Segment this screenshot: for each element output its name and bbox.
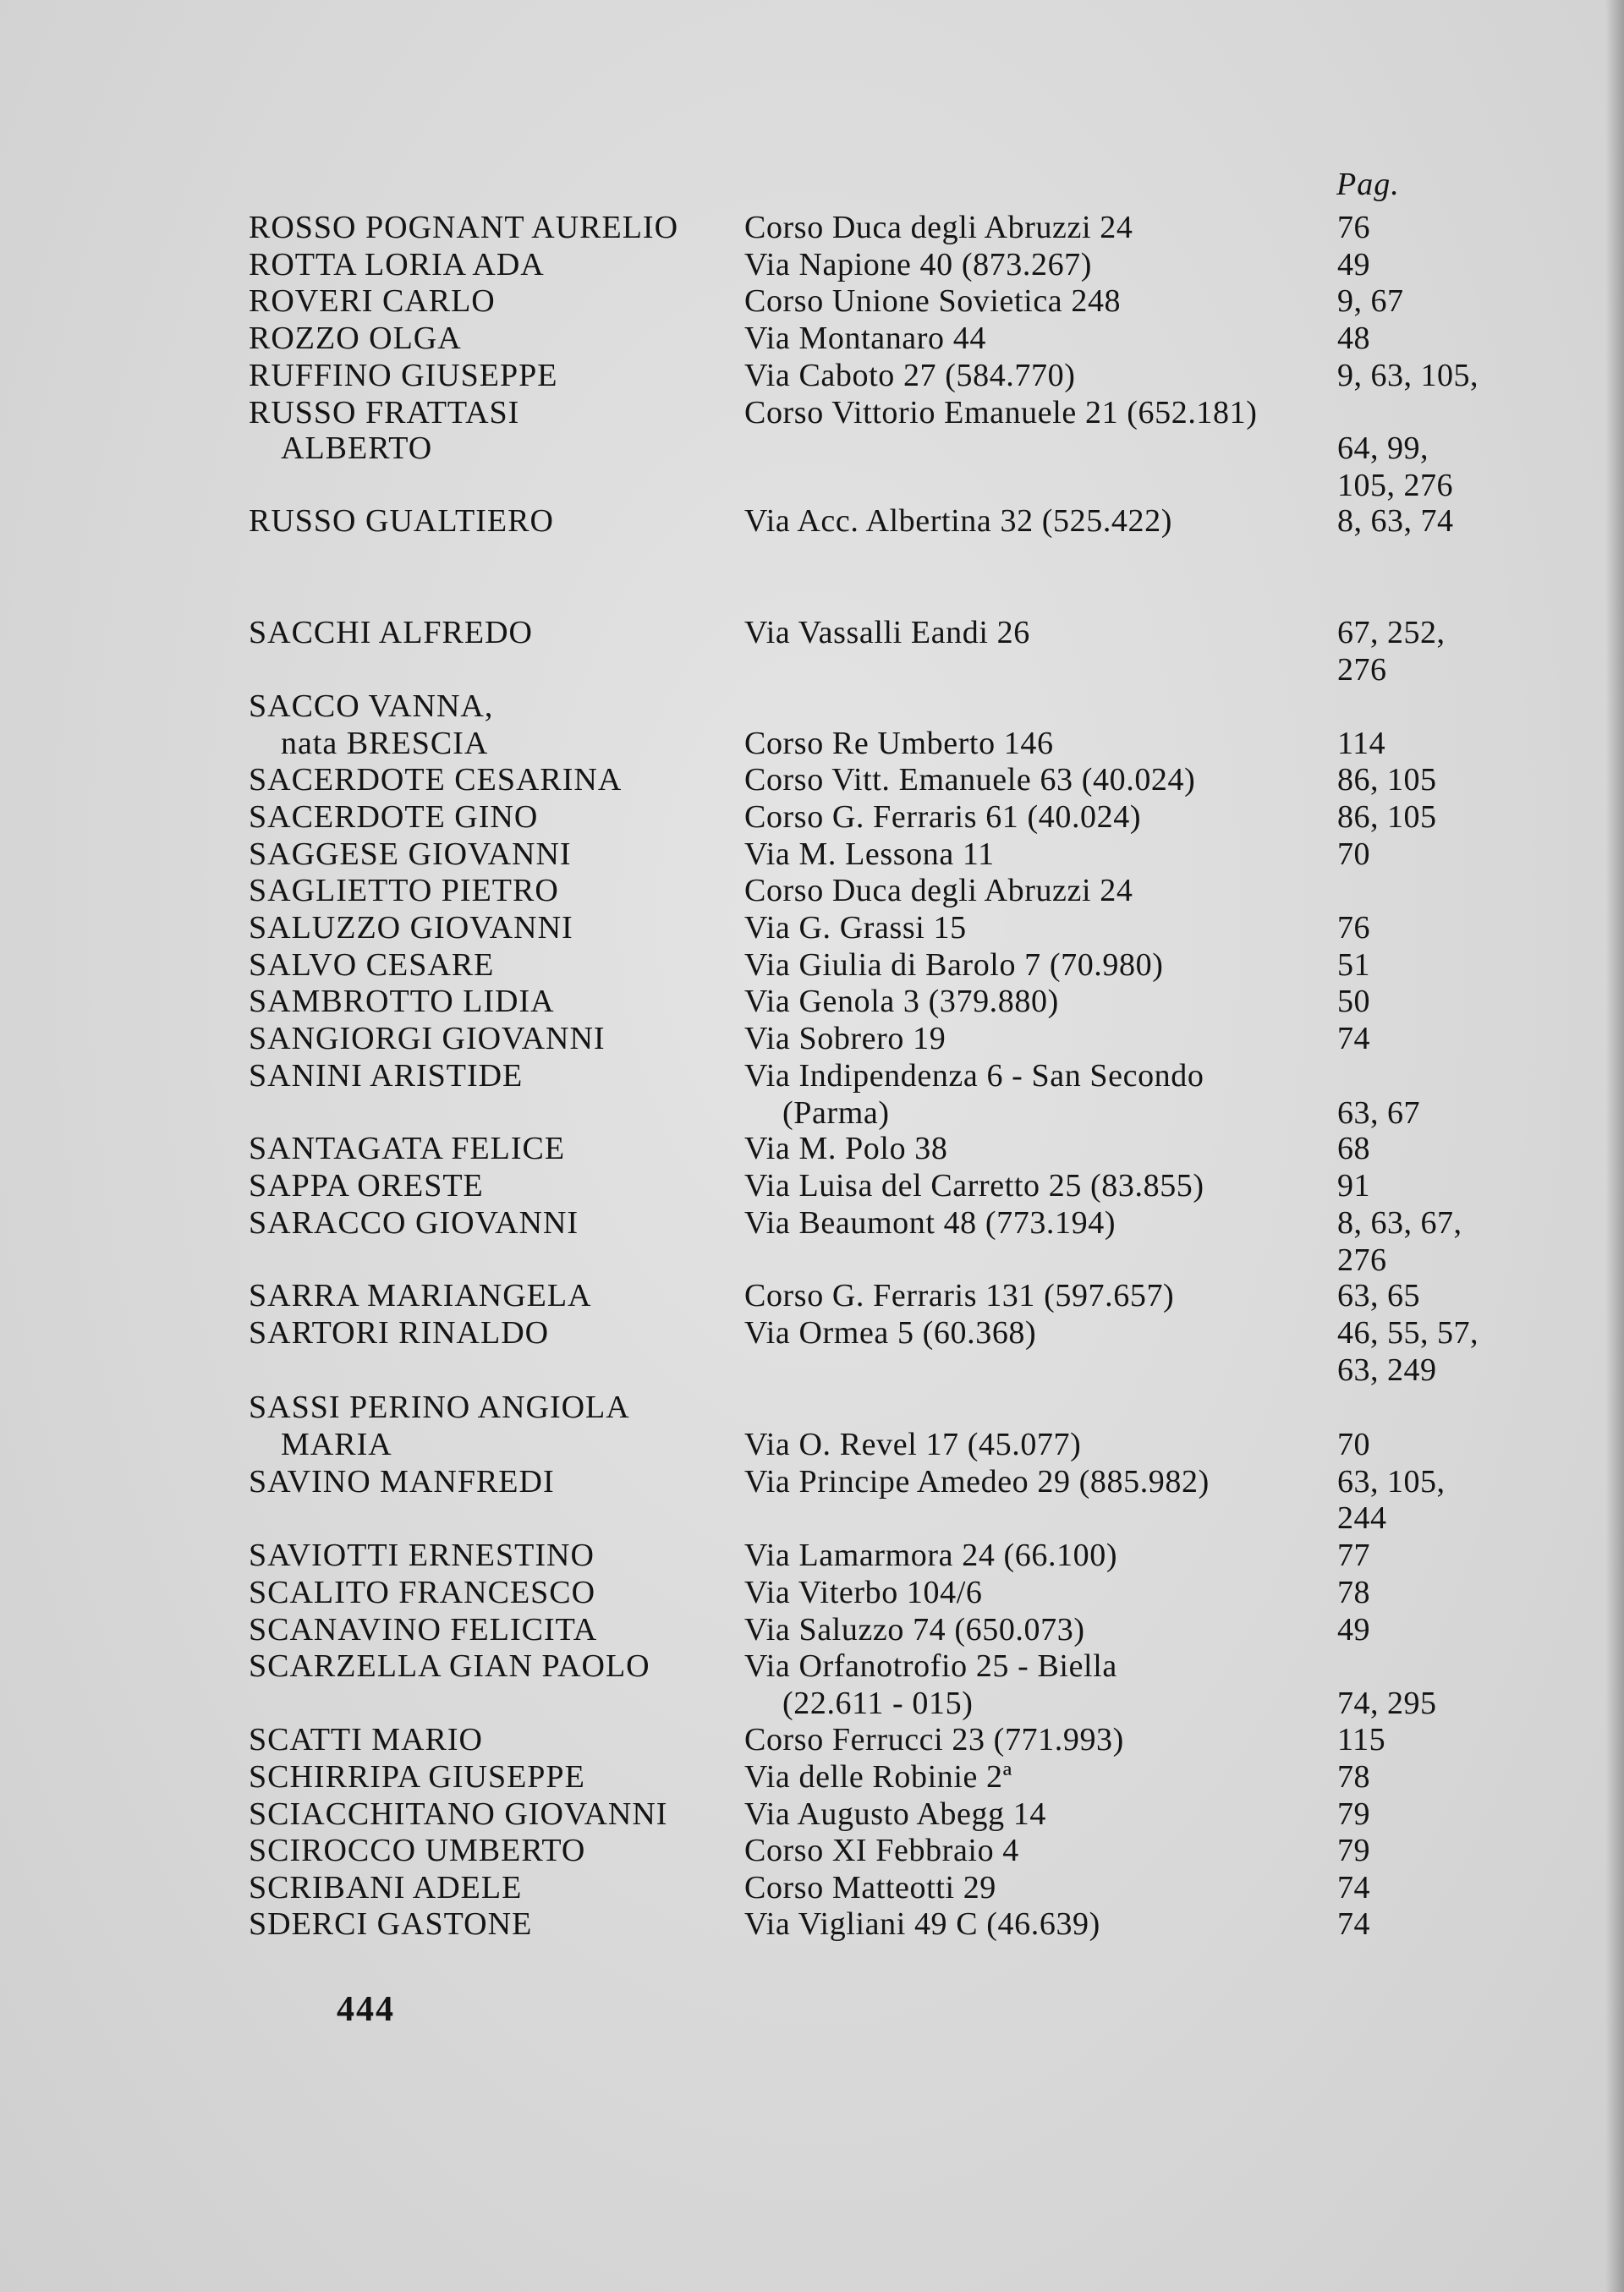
entry-address: (Parma): [782, 1095, 890, 1131]
list-item: [0, 872, 1624, 909]
entry-pages: 48: [1337, 321, 1370, 356]
entry-address: Corso Ferrucci 23 (771.993): [744, 1722, 1124, 1757]
entry-name: SAGLIETTO PIETRO: [249, 873, 559, 908]
list-item: [0, 725, 1624, 762]
list-item: [0, 1721, 1624, 1758]
entry-pages: 50: [1337, 984, 1370, 1019]
list-item: [0, 1314, 1624, 1352]
entry-name: SAMBROTTO LIDIA: [249, 984, 555, 1019]
entry-pages: 276: [1337, 652, 1387, 688]
entry-name: SAGGESE GIOVANNI: [249, 836, 572, 872]
list-item: [0, 282, 1624, 320]
entry-pages: 74: [1337, 1021, 1370, 1056]
list-item: [0, 1537, 1624, 1574]
entry-address: Via M. Lessona 11: [744, 836, 995, 872]
entry-address: Corso Duca degli Abruzzi 24: [744, 873, 1133, 908]
entry-pages: 46, 55, 57,: [1337, 1315, 1479, 1351]
entry-pages: 244: [1337, 1500, 1387, 1536]
page-column-header: Pag.: [1336, 167, 1400, 202]
entry-address: Via Montanaro 44: [744, 321, 986, 356]
entry-address: Via Saluzzo 74 (650.073): [744, 1612, 1085, 1648]
entry-name: SAVIOTTI ERNESTINO: [249, 1538, 595, 1573]
entry-address: Via Sobrero 19: [744, 1021, 946, 1056]
entry-pages: 86, 105: [1337, 799, 1437, 835]
entry-pages: 79: [1337, 1833, 1370, 1868]
entry-pages: 74, 295: [1337, 1686, 1437, 1721]
entry-pages: 105, 276: [1337, 468, 1453, 503]
list-item: [0, 1277, 1624, 1314]
entry-pages: 63, 67: [1337, 1095, 1420, 1131]
entry-address: Via G. Grassi 15: [744, 910, 967, 946]
list-item: [0, 320, 1624, 357]
list-item: [0, 1685, 1624, 1722]
entry-pages: 74: [1337, 1906, 1370, 1942]
list-item: [0, 1242, 1624, 1279]
entry-name: SCALITO FRANCESCO: [249, 1575, 596, 1610]
entry-pages: 51: [1337, 947, 1370, 983]
entry-name: SCIACCHITANO GIOVANNI: [249, 1796, 668, 1832]
entry-address: (22.611 - 015): [782, 1686, 974, 1721]
entry-name: SCARZELLA GIAN PAOLO: [249, 1648, 650, 1684]
entry-address: Via Beaumont 48 (773.194): [744, 1205, 1116, 1241]
entry-pages: 79: [1337, 1796, 1370, 1832]
entry-name: SARTORI RINALDO: [249, 1315, 550, 1351]
entry-pages: 78: [1337, 1575, 1370, 1610]
entry-name: RUSSO FRATTASI: [249, 395, 520, 430]
list-item: [0, 246, 1624, 283]
list-item: [0, 1167, 1624, 1204]
list-item: [0, 761, 1624, 798]
entry-address: Via Lamarmora 24 (66.100): [744, 1538, 1118, 1573]
list-item: [0, 1389, 1624, 1426]
entry-name: ROVERI CARLO: [249, 283, 496, 319]
entry-address: Via Giulia di Barolo 7 (70.980): [744, 947, 1164, 983]
entry-pages: 63, 105,: [1337, 1464, 1446, 1500]
list-item: [0, 1648, 1624, 1685]
entry-pages: 76: [1337, 210, 1370, 245]
list-item: [0, 502, 1624, 540]
entry-address: Via M. Polo 38: [744, 1131, 948, 1166]
entry-name: SCATTI MARIO: [249, 1722, 483, 1757]
list-item: [0, 1020, 1624, 1057]
entry-name: nata BRESCIA: [281, 726, 489, 761]
entry-name: SARACCO GIOVANNI: [249, 1205, 579, 1241]
list-item: [0, 983, 1624, 1020]
entry-address: Via Orfanotrofio 25 - Biella: [744, 1648, 1117, 1684]
entry-address: Corso G. Ferraris 131 (597.657): [744, 1278, 1175, 1313]
list-item: [0, 1463, 1624, 1500]
entry-name: ALBERTO: [281, 430, 433, 466]
entry-address: Via O. Revel 17 (45.077): [744, 1427, 1082, 1462]
entry-name: ROTTA LORIA ADA: [249, 247, 545, 282]
entry-address: Corso G. Ferraris 61 (40.024): [744, 799, 1142, 835]
entry-name: SCANAVINO FELICITA: [249, 1612, 598, 1648]
entry-pages: 49: [1337, 247, 1370, 282]
list-item: [0, 614, 1624, 651]
entry-address: Via Vassalli Eandi 26: [744, 615, 1030, 650]
entry-pages: 67, 252,: [1337, 615, 1446, 650]
entry-pages: 8, 63, 67,: [1337, 1205, 1462, 1241]
entry-name: SALVO CESARE: [249, 947, 495, 983]
entry-name: SARRA MARIANGELA: [249, 1278, 592, 1313]
entry-name: SACCHI ALFREDO: [249, 615, 533, 650]
entry-pages: 76: [1337, 910, 1370, 946]
entry-pages: 74: [1337, 1870, 1370, 1905]
entry-pages: 64, 99,: [1337, 430, 1429, 466]
entry-name: SALUZZO GIOVANNI: [249, 910, 573, 946]
entry-pages: 63, 65: [1337, 1278, 1420, 1313]
entry-address: Corso Unione Sovietica 248: [744, 283, 1122, 319]
entry-address: Via Napione 40 (873.267): [744, 247, 1093, 282]
list-item: [0, 688, 1624, 725]
entry-pages: 70: [1337, 836, 1370, 872]
entry-name: SASSI PERINO ANGIOLA: [249, 1390, 630, 1425]
entry-address: Via Indipendenza 6 - San Secondo: [744, 1058, 1204, 1094]
list-item: [0, 1426, 1624, 1463]
list-item: [0, 430, 1624, 467]
entry-name: SANGIORGI GIOVANNI: [249, 1021, 606, 1056]
list-item: [0, 1057, 1624, 1094]
entry-address: Via Acc. Albertina 32 (525.422): [744, 503, 1172, 539]
entry-pages: 9, 67: [1337, 283, 1404, 319]
entry-pages: 70: [1337, 1427, 1370, 1462]
list-item: [0, 1094, 1624, 1132]
entry-pages: 49: [1337, 1612, 1370, 1648]
entry-name: SACERDOTE GINO: [249, 799, 539, 835]
list-item: [0, 1130, 1624, 1167]
entry-pages: 276: [1337, 1242, 1387, 1278]
entry-address: Via Vigliani 49 C (46.639): [744, 1906, 1100, 1942]
entry-name: MARIA: [281, 1427, 392, 1462]
entry-address: Via Viterbo 104/6: [744, 1575, 983, 1610]
list-item: [0, 798, 1624, 836]
list-item: [0, 1352, 1624, 1389]
entry-name: RUFFINO GIUSEPPE: [249, 358, 558, 393]
list-item: [0, 836, 1624, 873]
entry-address: Via Caboto 27 (584.770): [744, 358, 1076, 393]
entry-pages: 78: [1337, 1759, 1370, 1795]
list-item: [0, 651, 1624, 688]
list-item: [0, 1832, 1624, 1869]
entry-name: RUSSO GUALTIERO: [249, 503, 554, 539]
entry-address: Via Ormea 5 (60.368): [744, 1315, 1037, 1351]
entry-pages: 77: [1337, 1538, 1370, 1573]
entry-name: SAVINO MANFREDI: [249, 1464, 555, 1500]
page-number: 444: [337, 1990, 395, 2029]
entry-address: Corso XI Febbraio 4: [744, 1833, 1019, 1868]
list-item: [0, 1574, 1624, 1611]
list-item: [0, 1500, 1624, 1537]
entry-name: SACCO VANNA,: [249, 688, 494, 724]
entry-pages: 115: [1337, 1722, 1386, 1757]
entry-pages: 68: [1337, 1131, 1370, 1166]
entry-pages: 91: [1337, 1168, 1370, 1204]
entry-address: Corso Re Umberto 146: [744, 726, 1054, 761]
list-item: [0, 394, 1624, 431]
entry-pages: 114: [1337, 726, 1386, 761]
entry-address: Via Augusto Abegg 14: [744, 1796, 1046, 1832]
list-item: [0, 909, 1624, 946]
list-item: [0, 467, 1624, 504]
entry-name: ROZZO OLGA: [249, 321, 462, 356]
entry-name: SACERDOTE CESARINA: [249, 762, 623, 798]
list-item: [0, 1204, 1624, 1242]
entry-address: Corso Vittorio Emanuele 21 (652.181): [744, 395, 1258, 430]
entry-name: ROSSO POGNANT AURELIO: [249, 210, 679, 245]
entry-address: Via Principe Amedeo 29 (885.982): [744, 1464, 1210, 1500]
entry-address: Via Genola 3 (379.880): [744, 984, 1059, 1019]
entry-pages: 86, 105: [1337, 762, 1437, 798]
entry-address: Corso Matteotti 29: [744, 1870, 996, 1905]
entry-pages: 8, 63, 74: [1337, 503, 1454, 539]
entry-pages: 9, 63, 105,: [1337, 358, 1479, 393]
entry-pages: 63, 249: [1337, 1352, 1437, 1388]
entry-address: Corso Vitt. Emanuele 63 (40.024): [744, 762, 1196, 798]
entry-address: Via Luisa del Carretto 25 (83.855): [744, 1168, 1204, 1204]
list-item: [0, 946, 1624, 984]
entry-name: SCRIBANI ADELE: [249, 1870, 523, 1905]
entry-address: Via delle Robinie 2ª: [744, 1759, 1012, 1795]
list-item: [0, 1611, 1624, 1648]
list-item: [0, 1905, 1624, 1943]
entry-name: SDERCI GASTONE: [249, 1906, 533, 1942]
list-item: [0, 209, 1624, 246]
list-item: [0, 1869, 1624, 1906]
entry-name: SANTAGATA FELICE: [249, 1131, 566, 1166]
list-item: [0, 1758, 1624, 1796]
entry-address: Corso Duca degli Abruzzi 24: [744, 210, 1133, 245]
list-item: [0, 357, 1624, 394]
entry-name: SAPPA ORESTE: [249, 1168, 484, 1204]
entry-name: SANINI ARISTIDE: [249, 1058, 524, 1094]
entry-name: SCHIRRIPA GIUSEPPE: [249, 1759, 585, 1795]
list-item: [0, 1796, 1624, 1833]
entry-name: SCIROCCO UMBERTO: [249, 1833, 586, 1868]
